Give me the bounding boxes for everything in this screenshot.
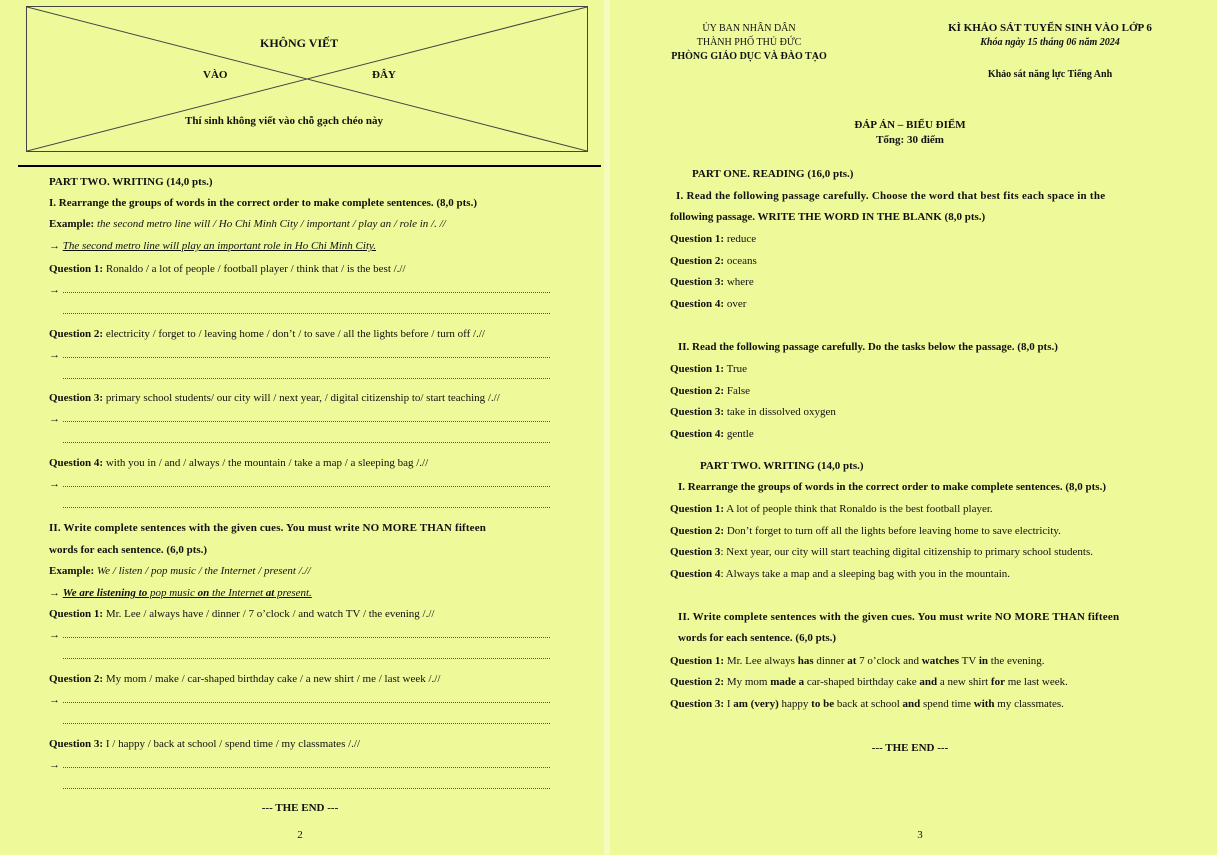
answer-text: take in dissolved oxygen bbox=[726, 406, 836, 418]
header-org-line3: PHÒNG GIÁO DỤC VÀ ĐÀO TẠO bbox=[671, 51, 827, 62]
answer-fragment: TV bbox=[959, 655, 979, 667]
answer-keyword: in bbox=[978, 655, 989, 667]
p2-question-2 bbox=[49, 672, 440, 686]
answer-keyword: has bbox=[797, 655, 814, 667]
writing-p1-heading: I. Rearrange the groups of words in the correct order to make complete sentences. (8,0 pts.) bbox=[678, 481, 1107, 493]
reading-p1-answer-3 bbox=[670, 275, 754, 289]
question-label: Question 3: bbox=[670, 406, 725, 418]
arrow-icon: → bbox=[49, 478, 60, 490]
question-text: primary school students/ our city will / next year, / digital citizenship to/ start teaching /.// bbox=[105, 392, 500, 404]
answer-text: oceans bbox=[726, 255, 757, 267]
answer-line[interactable] bbox=[63, 702, 550, 703]
answer-line[interactable] bbox=[63, 421, 550, 422]
question-label: Question 1: bbox=[49, 608, 104, 620]
answer-keyword: with bbox=[973, 698, 995, 710]
box-line-2-right: ĐÂY bbox=[372, 69, 396, 81]
answer-line[interactable] bbox=[63, 486, 550, 487]
answer-line[interactable] bbox=[63, 442, 550, 443]
example-answer: The second metro line will play an important role in Ho Chi Minh City. bbox=[62, 240, 377, 252]
question-text: My mom / make / car-shaped birthday cake / a new shirt / me / last week /.// bbox=[105, 673, 441, 685]
answer-keyword: at bbox=[847, 655, 857, 667]
answer-text: A lot of people think that Ronaldo is the best football player. bbox=[726, 503, 993, 515]
no-writing-box bbox=[26, 6, 588, 152]
answer-text: over bbox=[726, 298, 747, 310]
writing-p1-answer-3 bbox=[670, 545, 1093, 559]
question-label: Question 4: bbox=[670, 428, 725, 440]
reading-p2-answer-3 bbox=[670, 405, 836, 419]
p2-question-1 bbox=[49, 607, 434, 621]
question-label: Question 2: bbox=[670, 255, 725, 267]
part1-example-answer bbox=[49, 239, 376, 253]
answer-line[interactable] bbox=[63, 313, 550, 314]
p1-question-2 bbox=[49, 327, 485, 341]
answer-text: where bbox=[726, 276, 754, 288]
answer-line[interactable] bbox=[63, 767, 550, 768]
answer-keyword: for bbox=[990, 676, 1005, 688]
question-label: Question 4: bbox=[49, 457, 104, 469]
reading-p1-heading-1: I. Read the following passage carefully. Choose the word that best fits each space in the bbox=[676, 190, 1106, 202]
question-text: Ronaldo / a lot of people / football player / think that / is the best /.// bbox=[105, 263, 406, 275]
answer-fragment: car-shaped birthday cake bbox=[804, 676, 920, 688]
answer-fragment: at bbox=[265, 587, 275, 599]
part1-heading: I. Rearrange the groups of words in the correct order to make complete sentences. (8,0 pts.) bbox=[49, 197, 478, 209]
answer-fragment: a new shirt bbox=[937, 676, 991, 688]
writing-title: PART TWO. WRITING (14,0 pts.) bbox=[700, 460, 864, 472]
exam-page-right bbox=[610, 0, 1217, 855]
answer-keyword: and bbox=[902, 698, 921, 710]
question-label: Question 2: bbox=[670, 385, 725, 397]
answer-title: ĐÁP ÁN – BIỂU ĐIỂM bbox=[854, 119, 966, 131]
reading-title: PART ONE. READING (16,0 pts.) bbox=[692, 168, 854, 180]
answer-fragment: I bbox=[724, 698, 734, 710]
question-label: Question 1: bbox=[670, 363, 725, 375]
answer-line[interactable] bbox=[63, 637, 550, 638]
answer-keyword: watches bbox=[921, 655, 960, 667]
answer-fragment: me last week. bbox=[1004, 676, 1068, 688]
answer-total: Tổng: 30 điểm bbox=[876, 134, 944, 146]
question-label: Question 3: bbox=[49, 392, 104, 404]
example-text: the second metro line will / Ho Chi Minh City / important / play an / role in /. // bbox=[96, 218, 446, 230]
answer-line[interactable] bbox=[63, 723, 550, 724]
exam-date: Khóa ngày 15 tháng 06 năm 2024 bbox=[980, 37, 1120, 48]
arrow-icon: → bbox=[49, 413, 60, 425]
exam-page-left bbox=[0, 0, 604, 855]
question-label: Question 4 bbox=[670, 568, 721, 580]
writing-p1-answer-2 bbox=[670, 524, 1061, 538]
part2-heading-line2: words for each sentence. (6,0 pts.) bbox=[49, 544, 208, 556]
box-line-3: Thí sinh không viết vào chỗ gạch chéo này bbox=[185, 115, 384, 127]
question-label: Question 4: bbox=[670, 298, 725, 310]
question-label: Question 2: bbox=[49, 328, 104, 340]
reading-p2-answer-1 bbox=[670, 362, 747, 376]
question-text: Mr. Lee / always have / dinner / 7 o’clock / and watch TV / the evening /.// bbox=[105, 608, 435, 620]
question-label: Question 1: bbox=[670, 655, 725, 667]
example-answer bbox=[63, 587, 312, 599]
writing-p2-heading-2: words for each sentence. (6,0 pts.) bbox=[678, 632, 837, 644]
arrow-icon: → bbox=[49, 284, 60, 296]
answer-fragment: dinner bbox=[813, 655, 848, 667]
box-line-1: KHÔNG VIẾT bbox=[260, 36, 339, 50]
example-text: We / listen / pop music / the Internet / present /.// bbox=[96, 565, 311, 577]
part2-example-answer bbox=[49, 586, 312, 600]
answer-fragment: happy bbox=[778, 698, 812, 710]
question-label: Question 3 bbox=[670, 546, 721, 558]
question-label: Question 3: bbox=[49, 738, 104, 750]
question-label: Question 1: bbox=[670, 503, 725, 515]
answer-fragment: back at school bbox=[834, 698, 903, 710]
section-title: PART TWO. WRITING (14,0 pts.) bbox=[49, 176, 213, 188]
answer-fragment: pop music bbox=[147, 587, 198, 599]
exam-title: KÌ KHẢO SÁT TUYỂN SINH VÀO LỚP 6 bbox=[948, 22, 1152, 34]
arrow-icon: → bbox=[49, 587, 60, 599]
answer-text: : Next year, our city will start teaching digital citizenship to primary school students. bbox=[720, 546, 1093, 558]
question-label: Question 2: bbox=[670, 525, 725, 537]
answer-keyword: am (very) bbox=[733, 698, 779, 710]
answer-keyword: and bbox=[919, 676, 938, 688]
the-end: --- THE END --- bbox=[261, 802, 339, 814]
answer-fragment: spend time bbox=[920, 698, 974, 710]
part2-example bbox=[49, 564, 311, 578]
answer-fragment: the Internet bbox=[209, 587, 266, 599]
p1-question-4 bbox=[49, 456, 428, 470]
answer-text: : Always take a map and a sleeping bag with you in the mountain. bbox=[720, 568, 1011, 580]
answer-fragment: 7 o’clock and bbox=[856, 655, 922, 667]
answer-line[interactable] bbox=[63, 357, 550, 358]
writing-p2-answer-1 bbox=[670, 654, 1045, 668]
answer-fragment: Mr. Lee always bbox=[724, 655, 798, 667]
question-label: Question 2: bbox=[670, 676, 725, 688]
answer-keyword: made a bbox=[770, 676, 805, 688]
answer-fragment: my classmates. bbox=[994, 698, 1064, 710]
header-rule bbox=[18, 165, 601, 167]
answer-text: True bbox=[726, 363, 748, 375]
p1-question-3 bbox=[49, 391, 500, 405]
example-label: Example: bbox=[49, 565, 95, 577]
reading-p2-answer-4 bbox=[670, 427, 754, 441]
page-number: 2 bbox=[297, 829, 303, 841]
answer-keyword: to be bbox=[811, 698, 835, 710]
question-label: Question 1: bbox=[49, 263, 104, 275]
example-label: Example: bbox=[49, 218, 95, 230]
the-end: --- THE END --- bbox=[871, 742, 949, 754]
answer-text: False bbox=[726, 385, 751, 397]
header-org-line1: ỦY BAN NHÂN DÂN bbox=[702, 23, 796, 34]
arrow-icon: → bbox=[49, 349, 60, 361]
answer-text: Don’t forget to turn off all the lights before leaving home to save electricity. bbox=[726, 525, 1061, 537]
box-line-2-left: VÀO bbox=[203, 69, 228, 81]
arrow-icon: → bbox=[49, 629, 60, 641]
part2-heading-line1: II. Write complete sentences with the given cues. You must write NO MORE THAN fifteen bbox=[49, 522, 487, 534]
answer-fragment: My mom bbox=[724, 676, 771, 688]
question-label: Question 3: bbox=[670, 698, 725, 710]
header-org-line2: THÀNH PHỐ THỦ ĐỨC bbox=[696, 37, 802, 48]
answer-text: reduce bbox=[726, 233, 757, 245]
writing-p2-answer-2 bbox=[670, 675, 1068, 689]
reading-p1-answer-4 bbox=[670, 297, 746, 311]
arrow-icon: → bbox=[49, 759, 60, 771]
answer-line[interactable] bbox=[63, 658, 550, 659]
answer-line[interactable] bbox=[63, 378, 550, 379]
arrow-icon: → bbox=[49, 240, 60, 252]
answer-fragment: We are listening to bbox=[62, 587, 148, 599]
answer-fragment: on bbox=[197, 587, 210, 599]
answer-fragment: the evening. bbox=[988, 655, 1045, 667]
question-text: I / happy / back at school / spend time / my classmates /.// bbox=[105, 738, 361, 750]
answer-line[interactable] bbox=[63, 507, 550, 508]
question-label: Question 2: bbox=[49, 673, 104, 685]
part1-example bbox=[49, 217, 446, 231]
question-label: Question 1: bbox=[670, 233, 725, 245]
writing-p1-answer-4 bbox=[670, 567, 1010, 581]
question-text: electricity / forget to / leaving home / don’t / to save / all the lights before / turn off /.// bbox=[105, 328, 485, 340]
question-text: with you in / and / always / the mountain / take a map / a sleeping bag /.// bbox=[105, 457, 429, 469]
arrow-icon: → bbox=[49, 694, 60, 706]
answer-line[interactable] bbox=[63, 292, 550, 293]
reading-p2-heading: II. Read the following passage carefully. Do the tasks below the passage. (8,0 pts.) bbox=[678, 341, 1058, 353]
cross-lines bbox=[27, 7, 587, 151]
reading-p1-answer-2 bbox=[670, 254, 757, 268]
answer-text: gentle bbox=[726, 428, 754, 440]
p2-question-3 bbox=[49, 737, 360, 751]
page-number: 3 bbox=[917, 829, 923, 841]
reading-p1-heading-2: following passage. WRITE THE WORD IN THE BLANK (8,0 pts.) bbox=[670, 211, 986, 223]
reading-p1-answer-1 bbox=[670, 232, 756, 246]
question-label: Question 3: bbox=[670, 276, 725, 288]
writing-p2-answer-3 bbox=[670, 697, 1064, 711]
exam-subject: Khảo sát năng lực Tiếng Anh bbox=[987, 69, 1113, 80]
p1-question-1 bbox=[49, 262, 406, 276]
answer-line[interactable] bbox=[63, 788, 550, 789]
answer-fragment: present. bbox=[274, 587, 312, 599]
writing-p1-answer-1 bbox=[670, 502, 993, 516]
writing-p2-heading-1: II. Write complete sentences with the given cues. You must write NO MORE THAN fifteen bbox=[678, 611, 1120, 623]
reading-p2-answer-2 bbox=[670, 384, 750, 398]
